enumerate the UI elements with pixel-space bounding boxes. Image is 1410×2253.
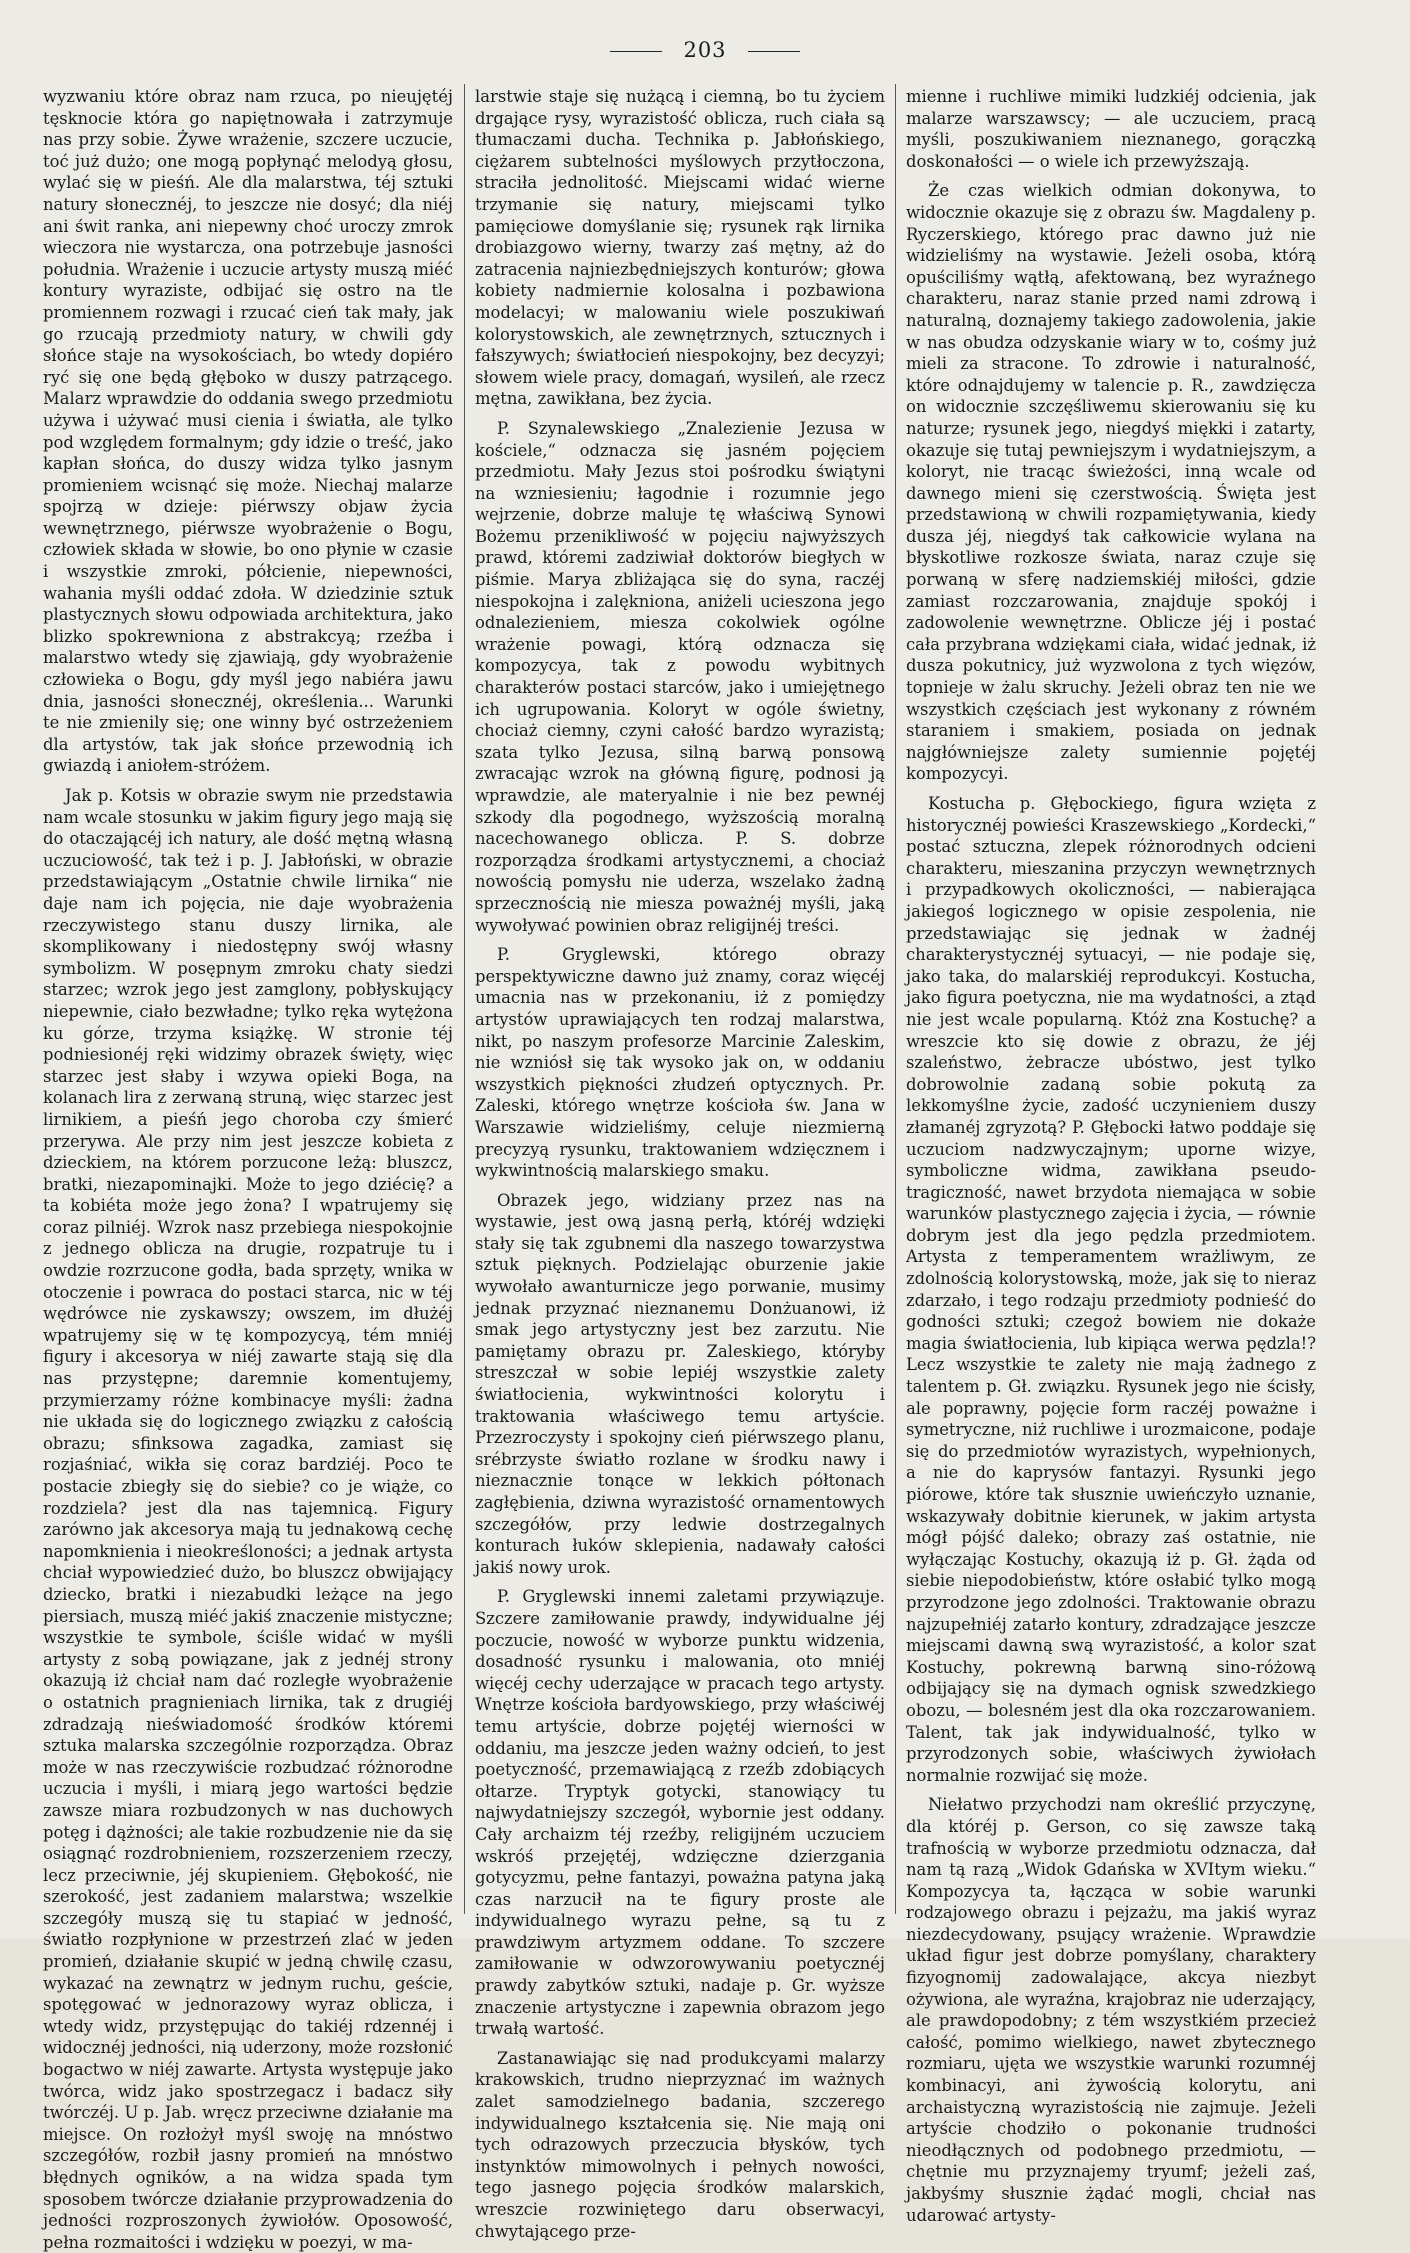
column-divider-2 bbox=[895, 84, 896, 1914]
paragraph: Obrazek jego, widziany przez nas na wystawie, jest ową jasną perłą, któréj wdzięki stały się tak zgubnemi dla naszego towarzystwa sztuk pięknych. Podzielając oburzenie jakie wywołało awanturnicze jego porwanie, musimy jednak przyznać nieznanemu Donżuanowi, iż smak jego artystyczny jest bez zarzutu. Nie pamiętamy obrazu pr. Zaleskiego, któryby streszczał w sobie lepiéj wszystkie zalety światłocienia, wykwintności kolorytu i traktowania właściwego temu artyście. Przezroczysty i spokojny cień piérwszego planu, srébrzyste światło rozlane w środku nawy i nieznacznie tonące w lekkich półtonach zagłębienia, dziwna wyrazistość ornamentowych szczegółów, przy ledwie dostrzegalnych konturach łuków sklepienia, nadawały całości jakiś nowy urok. bbox=[475, 1190, 885, 1577]
header-rule-left bbox=[610, 51, 662, 52]
header-rule-right bbox=[748, 51, 800, 52]
paragraph: larstwie staje się nużącą i ciemną, bo tu życiem drgające rysy, wyrazistość oblicza, ruch ciała są tłumaczami ducha. Technika p. Jabłońskiego, ciężarem subtelności myślowych przytłoczona, straciła jednolitość. Miejscami widać wierne trzymanie się natury, miejscami tylko pamięciowe domyślanie się; rysunek rąk lirnika drobiazgowo wierny, twarzy zaś mętny, aż do zatracenia najniezbędniejszych konturów; głowa kobiety nadmiernie kolosalna i pozbawiona modelacyi; w malowaniu wiele poszukiwań kolorystowskich, ale zewnętrznych, sztucznych i fałszywych; światłocień niespokojny, bez decyzyi; słowem wiele pracy, domagań, wysileń, ale rzecz mętna, zawikłana, bez życia. bbox=[475, 87, 885, 409]
paragraph: Kostucha p. Głębockiego, figura wzięta z historycznéj powieści Kraszewskiego „Kordecki,“ postać sztuczna, zlepek różnorodnych odcieni charakteru, mieszanina przyczyn wewnętrznych i przypadkowych okoliczności, — nabierająca jakiegoś logicznego w opisie zespolenia, nie przedstawiając się jednak w żadnéj charakterystycznéj sytuacyi, — nie podaje się, jako taka, do malarskiéj reprodukcyi. Kostucha, jako figura poetyczna, nie ma wydatności, a ztąd nie jest wcale popularną. Któż zna Kostuchę? a wreszcie kto się dowie z obrazu, że jéj szaleństwo, żebracze ubóstwo, jest tylko dobrowolnie zadaną sobie pokutą za lekkomyślne życie, zadość uczynieniem duszy złamanéj zgryzotą? P. Głębocki łatwo poddaje się uczuciom nadzwyczajnym; uporne wizye, symboliczne widma, zawikłana pseudo-tragiczność, nawet brzydota niemająca w sobie warunków plastycznego zajęcia i życia, — równie dobrym jest dla jego pędzla przedmiotem. Artysta z temperamentem wrażliwym, ze zdolnością kolorystowską, może, jak się to nieraz zdarzało, i tego rodzaju przedmioty podnieść do godności sztuki; czegoż bowiem nie dokaże magia światłocienia, lub kipiąca werwa pędzla!? Lecz wszystkie te zalety nie mają żadnego z talentem p. Gł. związku. Rysunek jego nie ścisły, ale poprawny, pojęcie form raczéj poważne i symetryczne, niż ruchliwe i urozmaicone, podaje się do przedmiotów wyrazistych, wypełnionych, a nie do kaprysów fantazyi. Rysunki jego piórowe, które tak słusznie uwieńczyło uznanie, wskazywały dobitnie kierunek, w jakim artysta mógł pójść daleko; obrazy zaś ostatnie, nie wyłączając Kostuchy, okazują iż p. Gł. żąda od siebie niepodobieństw, które osłabić tylko mogą przyrodzone jego zdolności. Traktowanie obrazu najzupełniéj zatarło kontury, zdradzające jeszcze miejscami dawną swą wyrazistość, a kolor szat Kostuchy, pokrewną barwną sino-różową odbijający się na dymach ognisk szwedzkiego obozu, — bolesném jest dla oka rozczarowaniem. Talent, tak jak indywidualność, tylko w przyrodzonych sobie, właściwych żywiołach normalnie rozwijać się może. bbox=[906, 794, 1316, 1785]
text-column-1 bbox=[43, 86, 453, 2252]
paragraph: wyzwaniu które obraz nam rzuca, po nieujętéj tęsknocie która go napiętnowała i zatrzymuje nas przy sobie. Żywe wrażenie, szczere uczucie, toć już dużo; one mogą popłynąć melodyą głosu, wylać się w pieśń. Ale dla malarstwa, téj sztuki natury słonecznéj, to jeszcze nie dosyć; dla niéj ani świt ranka, ani niepewny choć uroczy zmrok wieczora nie wystarcza, ona potrzebuje jasności południa. Wrażenie i uczucie artysty muszą miéć kontury wyraziste, odbijać się ostro na tle promiennem rozwagi i rzucać cień tak mały, jak go rzucają przedmioty natury, w chwili gdy słońce staje na wysokościach, bo wtedy dopiéro ryć się one będą głęboko w duszy patrzącego. Malarz wprawdzie do oddania swego przedmiotu używa i używać musi cienia i światła, ale tylko pod względem formalnym; gdy idzie o treść, jako kapłan słońca, do duszy widza tylko jasnym promieniem wcisnąć się może. Niechaj malarze spojrzą w dzieje: piérwszy objaw życia wewnętrznego, piérwsze wyobrażenie o Bogu, człowiek składa w słowie, bo ono płynie w czasie i wszystkie zmroki, półcienie, niepewności, wahania myśli oddać zdoła. W dziedzinie sztuk plastycznych słowu odpowiada architektura, jako blizko spokrewniona z abstrakcyą; rzeźba i malarstwo wtedy się zjawiają, gdy wyobrażenie człowieka o Bogu, gdy myśl jego nabiéra jawu dnia, jasności słonecznéj, określenia... Warunki te nie zmienily się; one winny być ostrzeżeniem dla artystów, tak jak słońce przewodnią ich gwiazdą i aniołem-stróżem. bbox=[43, 87, 453, 776]
text-column-2 bbox=[475, 86, 885, 2241]
page-number: 203 bbox=[683, 38, 727, 62]
paragraph: P. Gryglewski innemi zaletami przywiązuje. Szczere zamiłowanie prawdy, indywidualne jéj poczucie, nowość w wyborze punktu widzenia, dosadność rysunku i malowania, oto mniéj więcéj cechy uderzające w pracach tego artysty. Wnętrze kościoła bardyowskiego, przy właściwéj temu artyście, dobrze pojętéj wierności w oddaniu, ma jeszcze jeden ważny odcień, to jest poetyczność, przemawiającą z rzeźb zdobiących ołtarze. Tryptyk gotycki, stanowiący tu najwydatniejszy szczegół, wybornie jest oddany. Cały archaizm téj rzeźby, religijném uczuciem wskróś przejętéj, wdzięczne dzierzgania gotycyzmu, pełne fantazyi, poważna patyna jaką czas narzucił na te figury proste ale indywidualnego wyrazu pełne, są tu z prawdziwym artyzmem oddane. To szczere zamiłowanie w odwzorowywaniu poetycznéj prawdy zabytków sztuki, nadaje p. Gr. wyższe znaczenie artystyczne i zapewnia obrazom jego trwałą wartość. bbox=[475, 1587, 885, 2039]
paragraph: P. Szynalewskiego „Znalezienie Jezusa w kościele,“ odznacza się jasném pojęciem przedmiotu. Mały Jezus stoi pośrodku świątyni na wzniesieniu; łagodnie i rozumnie jego wejrzenie, dobrze maluje tę właściwą Synowi Bożemu przenikliwość w pojęciu najwyższych prawd, któremi zadziwiał doktorów biegłych w piśmie. Marya zbliżająca się do syna, raczéj niespokojna i zalękniona, aniżeli ucieszona jego odnalezieniem, miesza cokolwiek ogólne wrażenie powagi, którą odznacza się kompozycya, tak z powodu wybitnych charakterów postaci starców, jako i umiejętnego ich ugrupowania. Koloryt w ogóle świetny, chociaż ciemny, czyni całość bardzo wyrazistą; szata tylko Jezusa, silną barwą ponsową zwracając wzrok na główną figurę, podnosi ją wprawdzie, ale materyalnie i nie bez pewnéj szkody dla pogodnego, wyższością moralną nacechowanego oblicza. P. S. dobrze rozporządza środkami artystycznemi, a chociaż nowością pomysłu nie uderza, wszelako żadną sprzecznością nie miesza poważnéj myśli, jaką wywoływać powinien obraz religijnéj treści. bbox=[475, 418, 885, 935]
paragraph: Niełatwo przychodzi nam określić przyczynę, dla któréj p. Gerson, co się zawsze taką trafnością w wyborze przedmiotu odznacza, dał nam tą razą „Widok Gdańska w XVItym wieku.“ Kompozycya ta, łącząca w sobie warunki rodzajowego obrazu i pejzażu, ma jakiś wyraz niezdecydowany, psujący wrażenie. Wprawdzie układ figur jest dobrze pomyślany, charaktery fizyognomij zadowalające, akcya niezbyt ożywiona, ale wyraźna, krajobraz nie uderzający, ale prawdopodobny; z tém wszystkiém przecież całość, pomimo wielkiego, nawet zbytecznego rozmiaru, ujęta we wszystkie warunki rozumnéj kombinacyi, ani żywością kolorytu, ani archaistyczną wyrazistością nie zajmuje. Jeżeli artyście chodziło o pokonanie trudności nieodłącznych od podobnego przedmiotu, — chętnie mu przyznajemy tryumf; jeżeli zaś, jakbyśmy słusznie żądać mogli, chciał nas udarować artysty- bbox=[906, 1795, 1316, 2225]
page-header bbox=[0, 38, 1410, 62]
text-column-3 bbox=[906, 86, 1316, 2225]
paragraph: P. Gryglewski, którego obrazy perspektywiczne dawno już znamy, coraz więcéj umacnia nas w przekonaniu, iż z pomiędzy artystów uprawiających ten rodzaj malarstwa, nikt, po naszym profesorze Marcinie Zaleskim, nie wzniósł się tak wysoko jak on, w oddaniu wszystkich piękności złudzeń optycznych. Pr. Zaleski, którego wnętrze kościoła św. Jana w Warszawie widzieliśmy, celuje niezmierną precyzyą rysunku, traktowaniem wdzięcznem i wykwintnością malarskiego smaku. bbox=[475, 945, 885, 1181]
paragraph: Że czas wielkich odmian dokonywa, to widocznie okazuje się z obrazu św. Magdaleny p. Ryczerskiego, którego prac dawno już nie widzieliśmy na wystawie. Jeżeli osoba, którą opuściliśmy wątłą, afektowaną, bez wyraźnego charakteru, naraz stanie przed nami zdrową i naturalną, doznajemy takiego zadowolenia, jakie w nas obudza odzyskanie wiary w to, cośmy już mieli za stracone. To zdrowie i naturalność, które odnajdujemy w talencie p. R., zawdzięcza on widocznie szczęśliwemu skierowaniu się ku naturze; rysunek jego, niegdyś miękki i zatarty, okazuje się tutaj pewniejszym i wydatniejszym, a koloryt, nie tracąc świeżości, inną wcale od dawnego mieni się czerstwością. Święta jest przedstawioną w chwili rozpamiętywania, kiedy dusza jéj, niegdyś tak całkowicie wylana na błyskotliwe rozkosze świata, naraz czuje się porwaną w sferę nadziemskiéj miłości, gdzie zamiast rozczarowania, znajduje spokój i zadowolenie wewnętrzne. Oblicze jéj i postać cała przybrana wdziękami ciała, widać jednak, iż dusza pokutnicy, już wyzwolona z tych więzów, topnieje w żalu skruchy. Jeżeli obraz ten nie we wszystkich częściach jest wykonany z równém staraniem i smakiem, posiada on jednak najgłówniejsze zalety sumiennie pojętéj kompozycyi. bbox=[906, 181, 1316, 784]
paragraph: mienne i ruchliwe mimiki ludzkiéj odcienia, jak malarze warszawscy; — ale uczuciem, pracą myśli, poszukiwaniem nieznanego, gorączką doskonałości — o wiele ich przewyższają. bbox=[906, 87, 1316, 171]
paragraph: Zastanawiając się nad produkcyami malarzy krakowskich, trudno nieprzyznać im ważnych zalet samodzielnego badania, szczerego indywidualnego kształcenia się. Nie mają oni tych odrazowych przeczucia błysków, tych instynktów mimowolnych i pełnych nowości, tego jasnego pojęcia środków malarskich, wreszcie rozwiniętego daru obserwacyi, chwytającego prze- bbox=[475, 2048, 885, 2241]
column-divider-1 bbox=[464, 84, 465, 1914]
paragraph: Jak p. Kotsis w obrazie swym nie przedstawia nam wcale stosunku w jakim figury jego mają się do otaczającéj ich natury, ale dość mętną własną uczuciowość, tak też i p. J. Jabłoński, w obrazie przedstawiającym „Ostatnie chwile lirnika“ nie daje nam ich pojęcia, nie daje wyobrażenia rzeczywistego stanu duszy lirnika, ale skomplikowany i niedostępny swój własny symbolizm. W posępnym zmroku chaty siedzi starzec; wzrok jego jest zamglony, pobłyskujący niepewnie, ciało bezwładne; tylko ręka wytężona ku górze, trzyma książkę. W stronie téj podniesionéj ręki widzimy obrazek święty, więc starzec jest słaby i wzywa opieki Boga, na kolanach lira z zerwaną struną, więc starzec jest lirnikiem, a pieśń jego choroba czy śmierć przerywa. Ale przy nim jest jeszcze kobieta z dzieckiem, na którem porzucone leżą: bluszcz, bratki, niezapominajki. Może to jego dziécię? a ta kobiéta może jego żona? I wpatrujemy się coraz pilniéj. Wzrok nasz przebiega niespokojnie z jednego oblicza na drugie, rozpatruje tu i owdzie rozrzucone godła, bada sprzęty, wnika w otoczenie i powraca do postaci starca, nic w téj wędrówce nie zyskawszy; owszem, im dłużéj wpatrujemy się w tę kompozycyą, tém mniéj figury i akcesorya w niéj zawarte stają się dla nas przystępne; daremnie komentujemy, przymierzamy różne kombinacye myśli: żadna nie układa się do logicznego związku z całością obrazu; sfinksowa zagadka, zamiast się rozjaśniać, wikła się coraz bardziéj. Poco te postacie zbiegły się do siebie? co je wiąże, co rozdziela? jest dla nas tajemnicą. Figury zarówno jak akcesorya mają tu jednakową cechę napomknienia i nieokreśloności; a jednak artysta chciał wypowiedzieć dużo, bo bluszcz obwijający dziecko, bratki i niezabudki leżące na jego piersiach, muszą miéć jakiś znaczenie mistyczne; wszystkie te symbole, ściśle widać w myśli artysty z sobą powiązane, jak z jednéj strony okazują iż chciał nam dać rozległe wyobrażenie o ostatnich pragnieniach lirnika, tak z drugiéj zdradzają nieświadomość środków któremi sztuka malarska szczególnie rozporządza. Obraz może w nas rzeczywiście rozbudzać różnorodne uczucia i myśli, i miarą jego wartości będzie zawsze miara rozbudzonych w nas duchowych potęg i dążności; ale takie rozbudzenie nie da się osiągnąć rozdrobnieniem, rozszerzeniem rzeczy, lecz przeciwnie, jéj skupieniem. Głębokość, nie szerokość, jest zadaniem malarstwa; wszelkie szczegóły muszą się tu stapiać w jedność, światło rozpłynione w przestrzeń zlać w jeden promień, działanie skupić w jedną chwilę czasu, wykazać na zewnątrz w jednym ruchu, geście, spotęgować w jednorazowy wyraz oblicza, i wtedy widz, przystępując do takiéj rdzennéj i widocznéj jedności, nią uderzony, może rozsłonić bogactwo w niéj zawarte. Artysta występuje jako twórca, widz jako spostrzegacz i badacz siły twórczéj. U p. Jab. wręcz przeciwne działanie ma miejsce. On rozłożył myśl swoję na mnóstwo szczegółów, rozbił jasny promień na mnóstwo błędnych ogników, a na widza spada tym sposobem twórcze działanie przyprowadzenia do jedności rozproszonych żywiołów. Oposowość, pełna rozmaitości i wdzięku w poezyi, w ma- bbox=[43, 786, 453, 2252]
